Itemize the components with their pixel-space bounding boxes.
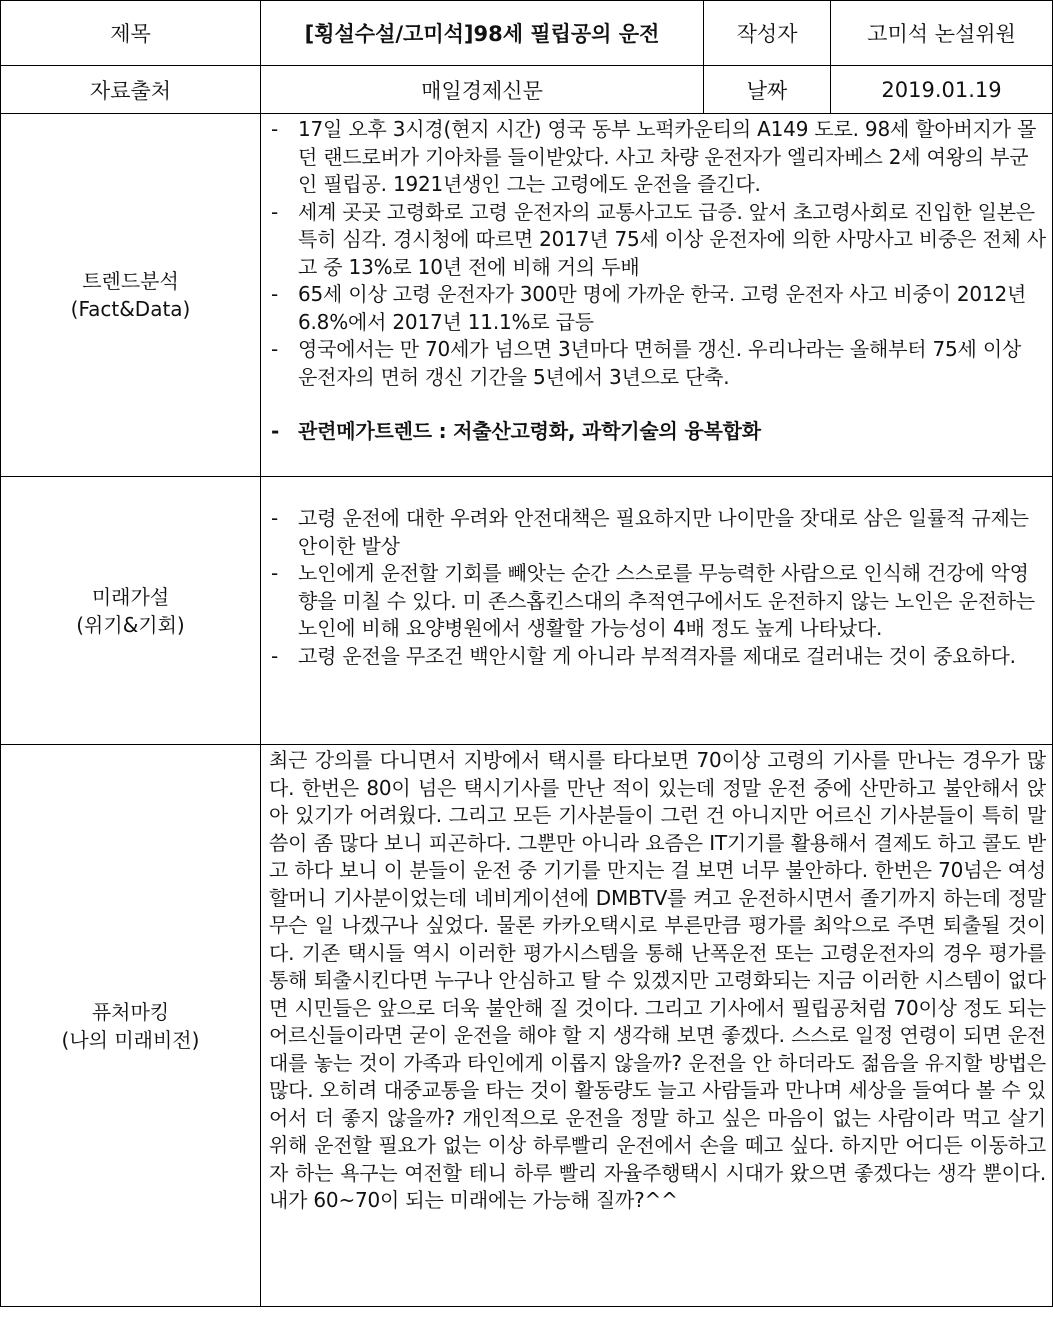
title-row [1,1,1053,66]
source-value: 매일경제신문 [261,66,704,114]
marking-row [1,745,1053,1307]
trend-list [269,116,1046,446]
author-label: 작성자 [704,1,831,66]
future-label-title: 미래가설 [91,584,170,609]
marking-label [1,745,261,1307]
list-item: - 17일 오후 3시경(현지 시간) 영국 동부 노퍽카운티의 A149 도로. 98세 할아버지가 몰던 랜드로버가 기아차를 들이받았다. 사고 차량 운전자가 엘리자베스 2세 여왕의 부군인 필립공. 1921년생인 그는 고령에도 운전을 즐긴다. [269,116,1046,199]
source-row [1,66,1053,114]
marking-label-sub: (나의 미래비전) [61,1027,200,1052]
list-item: - 65세 이상 고령 운전자가 300만 명에 가까운 한국. 고령 운전자 사고 비중이 2012년 6.8%에서 2017년 11.1%로 급등 [269,281,1046,336]
title-label: 제목 [1,1,261,66]
source-label: 자료출처 [1,66,261,114]
list-item: - 고령 운전을 무조건 백안시할 게 아니라 부적격자를 제대로 걸러내는 것이 중요하다. [269,643,1046,671]
trend-label [1,114,261,477]
marking-content [261,745,1053,1307]
list-item: - 영국에서는 만 70세가 넘으면 3년마다 면허를 갱신. 우리나라는 올해부터 75세 이상 운전자의 면허 갱신 기간을 5년에서 3년으로 단축. [269,336,1046,391]
mega-trend: - 관련메가트렌드 : 저출산고령화, 과학기술의 융복합화 [269,418,1046,446]
trend-content [261,114,1053,477]
date-value: 2019.01.19 [831,66,1053,114]
future-content [261,477,1053,745]
marking-label-title: 퓨처마킹 [91,999,170,1024]
future-list [269,505,1046,670]
future-row [1,477,1053,745]
title-value: [횡설수설/고미석]98세 필립공의 운전 [261,1,704,66]
future-label-sub: (위기&기회) [76,612,185,637]
trend-label-sub: (Fact&Data) [70,297,191,321]
marking-paragraph: 최근 강의를 다니면서 지방에서 택시를 타다보면 70이상 고령의 기사를 만나는 경우가 많다. 한번은 80이 넘은 택시기사를 만난 적이 있는데 정말 운전 중에 산만하고 불안해서 앉아 있기가 어려웠다. 그리고 모든 기사분들이 그런 건 아니지만 어르신 기사분들이 특히 말씀이 좀 많다 보니 피곤하다. 그뿐만 아니라 요즘은 IT기기를 활용해서 결제도 하고 콜도 받고 하다 보니 이 분들이 운전 중 기기를 만지는 걸 보면 너무 불안하다. 한번은 70넘은 여성 할머니 기사분이었는데 네비게이션에 DMBTV를 켜고 운전하시면서 졸기까지 하는데 정말 무슨 일 나겠구나 싶었다. 물론 카카오택시로 부른만큼 평가를 최악으로 주면 퇴출될 것이다. 기존 택시들 역시 이러한 평가시스템을 통해 난폭운전 또는 고령운전자의 경우 평가를 통해 퇴출시킨다면 누구나 안심하고 탈 수 있겠지만 고령화되는 지금 이러한 시스템이 없다면 시민들은 앞으로 더욱 불안해 질 것이다. 그리고 기사에서 필립공처럼 70이상 정도 되는 어르신들이라면 굳이 운전을 해야 할 지 생각해 보면 좋겠다. 스스로 일정 연령이 되면 운전대를 놓는 것이 가족과 타인에게 이롭지 않을까? 운전을 안 하더라도 젊음을 유지할 방법은 많다. 오히려 대중교통을 타는 것이 활동량도 늘고 사람들과 만나며 세상을 들여다 볼 수 있어서 더 좋지 않을까? 개인적으로 운전을 정말 하고 싶은 마음이 없는 사람이라 먹고 살기 위해 운전할 필요가 없는 이상 하루빨리 운전에서 손을 떼고 싶다. 하지만 어디든 이동하고자 하는 욕구는 여전할 테니 하루 빨리 자율주행택시 시대가 왔으면 좋겠다는 생각 뿐이다. 내가 60~70이 되는 미래에는 가능해 질까?^^ [269,748,1046,1212]
future-label [1,477,261,745]
trend-row [1,114,1053,477]
date-label: 날짜 [704,66,831,114]
list-item: - 노인에게 운전할 기회를 빼앗는 순간 스스로를 무능력한 사람으로 인식해 건강에 악영향을 미칠 수 있다. 미 존스홉킨스대의 추적연구에서도 운전하지 않는 노인은 운전하는 노인에 비해 요양병원에서 생활할 가능성이 4배 정도 높게 나타났다. [269,560,1046,643]
trend-label-title: 트렌드분석 [82,269,179,293]
list-item: - 세계 곳곳 고령화로 고령 운전자의 교통사고도 급증. 앞서 초고령사회로 진입한 일본은 특히 심각. 경시청에 따르면 2017년 75세 이상 운전자에 의한 사망사고 비중은 전체 사고 중 13%로 10년 전에 비해 거의 두배 [269,199,1046,282]
list-item: - 고령 운전에 대한 우려와 안전대책은 필요하지만 나이만을 잣대로 삼은 일률적 규제는 안이한 발상 [269,505,1046,560]
author-value: 고미석 논설위원 [831,1,1053,66]
